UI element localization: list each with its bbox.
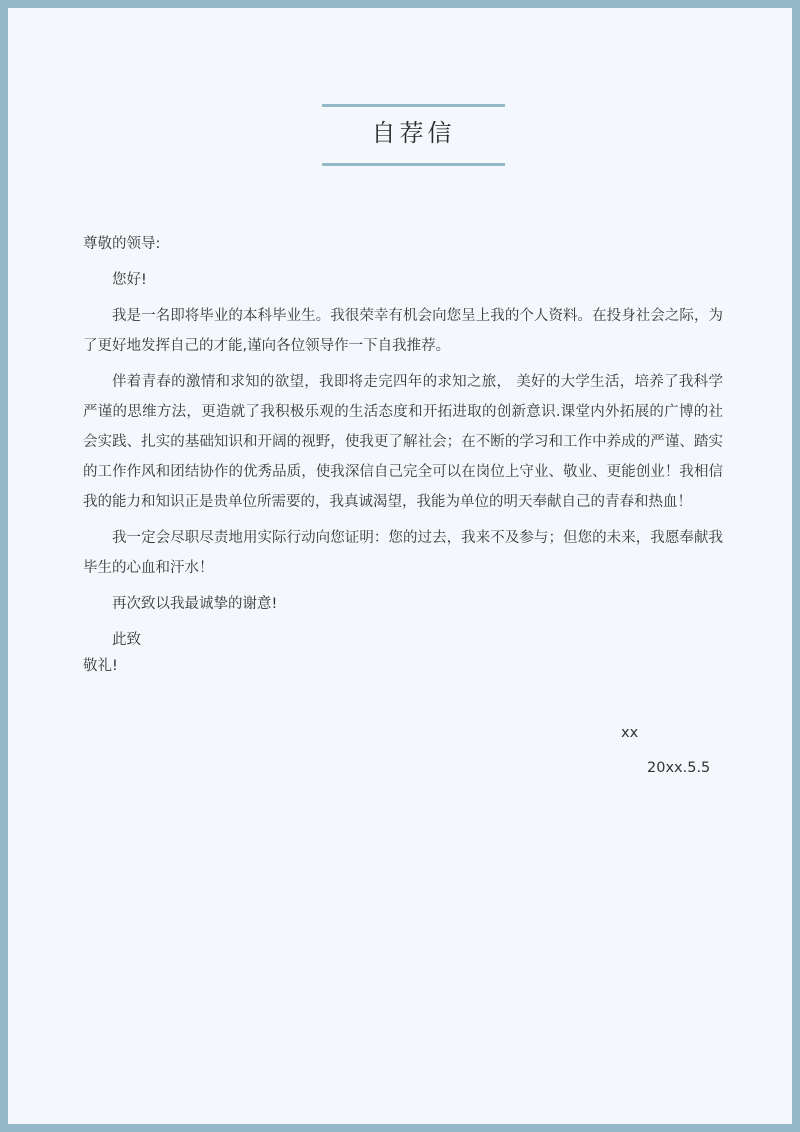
signature-name: xx — [621, 725, 639, 741]
paragraph-intro: 我是一名即将毕业的本科毕业生。我很荣幸有机会向您呈上我的个人资料。在投身社会之际，为了更好地发挥自己的才能,谨向各位领导作一下自我推荐。 — [83, 308, 723, 354]
title-top-rule — [322, 104, 505, 107]
salutation: 尊敬的领导: — [83, 236, 161, 252]
signature-date: 20xx.5.5 — [647, 760, 711, 776]
title-bottom-rule — [322, 163, 505, 166]
letter-body — [83, 229, 723, 681]
closing-salute: 敬礼! — [83, 658, 118, 674]
letter-page — [8, 8, 792, 1124]
paragraph-commitment: 我一定会尽职尽责地用实际行动向您证明：您的过去，我来不及参与；但您的未来，我愿奉献我毕生的心血和汗水！ — [83, 530, 723, 576]
page-title: 自荐信 — [371, 119, 456, 147]
title-block — [322, 104, 505, 166]
paragraph-experience: 伴着青春的激情和求知的欲望，我即将走完四年的求知之旅， 美好的大学生活，培养了我科学严谨的思维方法，更造就了我积极乐观的生活态度和开拓进取的创新意识.课堂内外拓展的广博的社会实践、扎实的基础知识和开阔的视野，使我更了解社会；在不断的学习和工作中养成的严谨、踏实的工作作风和团结协作的优秀品质，使我深信自己完全可以在岗位上守业、敬业、更能创业！我相信我的能力和知识正是贵单位所需要的，我真诚渴望，我能为单位的明天奉献自己的青春和热血！ — [83, 374, 723, 510]
paragraph-thanks: 再次致以我最诚挚的谢意! — [112, 596, 278, 612]
closing-phrase: 此致 — [112, 632, 141, 648]
greeting: 您好! — [112, 272, 147, 288]
